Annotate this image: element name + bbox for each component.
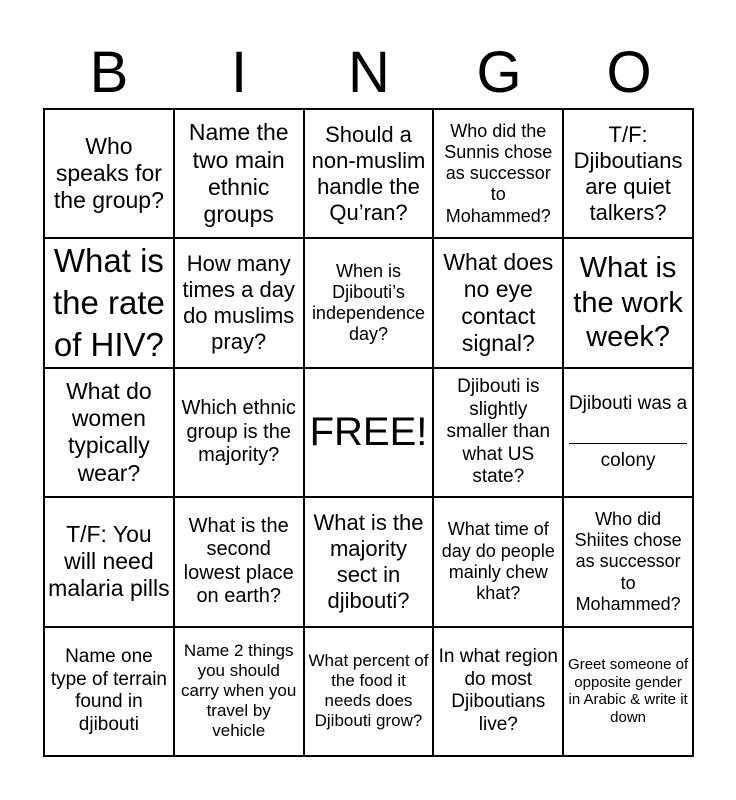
header-letter-o: O	[606, 40, 652, 105]
bingo-cell[interactable]	[304, 627, 434, 756]
cell-text: What does no eye contact signal?	[443, 248, 554, 357]
bingo-cell[interactable]	[433, 238, 563, 367]
cell-text: Who speaks for the group?	[53, 133, 164, 214]
header-letter-n: N	[348, 40, 390, 105]
cell-text-wrapper	[569, 393, 687, 473]
bingo-cell[interactable]	[174, 109, 304, 238]
cell-text: T/F: Djiboutians are quiet talkers?	[573, 121, 683, 225]
bingo-cell[interactable]	[174, 238, 304, 367]
bingo-cell[interactable]	[563, 497, 693, 626]
fill-in-blank-line	[569, 425, 687, 444]
bingo-cell[interactable]	[44, 368, 174, 497]
cell-text: What is the second lowest place on earth?	[183, 514, 294, 608]
bingo-cell[interactable]	[174, 627, 304, 756]
cell-text: What do women typically wear?	[66, 378, 152, 486]
bingo-cell[interactable]	[174, 368, 304, 497]
cell-text: What percent of the food it needs does Djibouti grow?	[308, 651, 429, 731]
bingo-cell[interactable]	[563, 109, 693, 238]
bingo-cell[interactable]	[44, 627, 174, 756]
cell-text: Should a non-muslim handle the Qu’ran?	[311, 121, 426, 225]
cell-text: What time of day do people mainly chew khat?	[441, 519, 555, 604]
header-letter-i: I	[230, 40, 248, 105]
cell-text: Djibouti is slightly smaller than what US state?	[446, 376, 551, 488]
cell-text: Djibouti was a	[568, 392, 688, 414]
bingo-cell[interactable]	[44, 238, 174, 367]
free-space-text: FREE!	[309, 409, 428, 454]
cell-text: Name 2 things you should carry when you travel by vehicle	[181, 641, 297, 741]
cell-text: Which ethnic group is the majority?	[181, 397, 296, 467]
cell-text: How many times a day do muslims pray?	[182, 251, 295, 355]
bingo-cell[interactable]	[433, 497, 563, 626]
cell-text: T/F: You will need malaria pills	[48, 521, 170, 602]
cell-text: colony	[600, 449, 656, 471]
bingo-cell[interactable]	[304, 109, 434, 238]
bingo-cell[interactable]	[563, 238, 693, 367]
bingo-card-grid	[43, 108, 694, 757]
bingo-cell[interactable]	[433, 627, 563, 756]
header-letter-g: G	[476, 40, 522, 105]
bingo-cell[interactable]	[44, 497, 174, 626]
free-space-cell[interactable]	[304, 368, 434, 497]
bingo-header	[44, 38, 694, 108]
cell-text: In what region do most Djiboutians live?	[438, 646, 558, 735]
cell-text: Name the two main ethnic groups	[188, 119, 289, 227]
bingo-cell[interactable]	[563, 368, 693, 497]
cell-text: Greet someone of opposite gender in Arabic & write it down	[568, 655, 689, 726]
bingo-cell[interactable]	[433, 368, 563, 497]
bingo-cell[interactable]	[304, 497, 434, 626]
bingo-cell[interactable]	[304, 238, 434, 367]
bingo-cell[interactable]	[44, 109, 174, 238]
cell-text: Name one type of terrain found in djibouti	[50, 646, 167, 735]
cell-text: Who did Shiites chose as successor to Mohammed?	[574, 508, 682, 614]
bingo-cell[interactable]	[563, 627, 693, 756]
cell-text: What is the majority sect in djibouti?	[313, 509, 424, 613]
cell-text: What is the rate of HIV?	[52, 242, 165, 364]
header-letter-b: B	[89, 40, 129, 105]
cell-text: What is the work week?	[573, 251, 683, 354]
cell-text: Who did the Sunnis chose as successor to Mohammed?	[444, 120, 553, 226]
bingo-cell[interactable]	[433, 109, 563, 238]
cell-text: When is Djibouti’s independence day?	[311, 260, 426, 345]
bingo-cell[interactable]	[174, 497, 304, 626]
